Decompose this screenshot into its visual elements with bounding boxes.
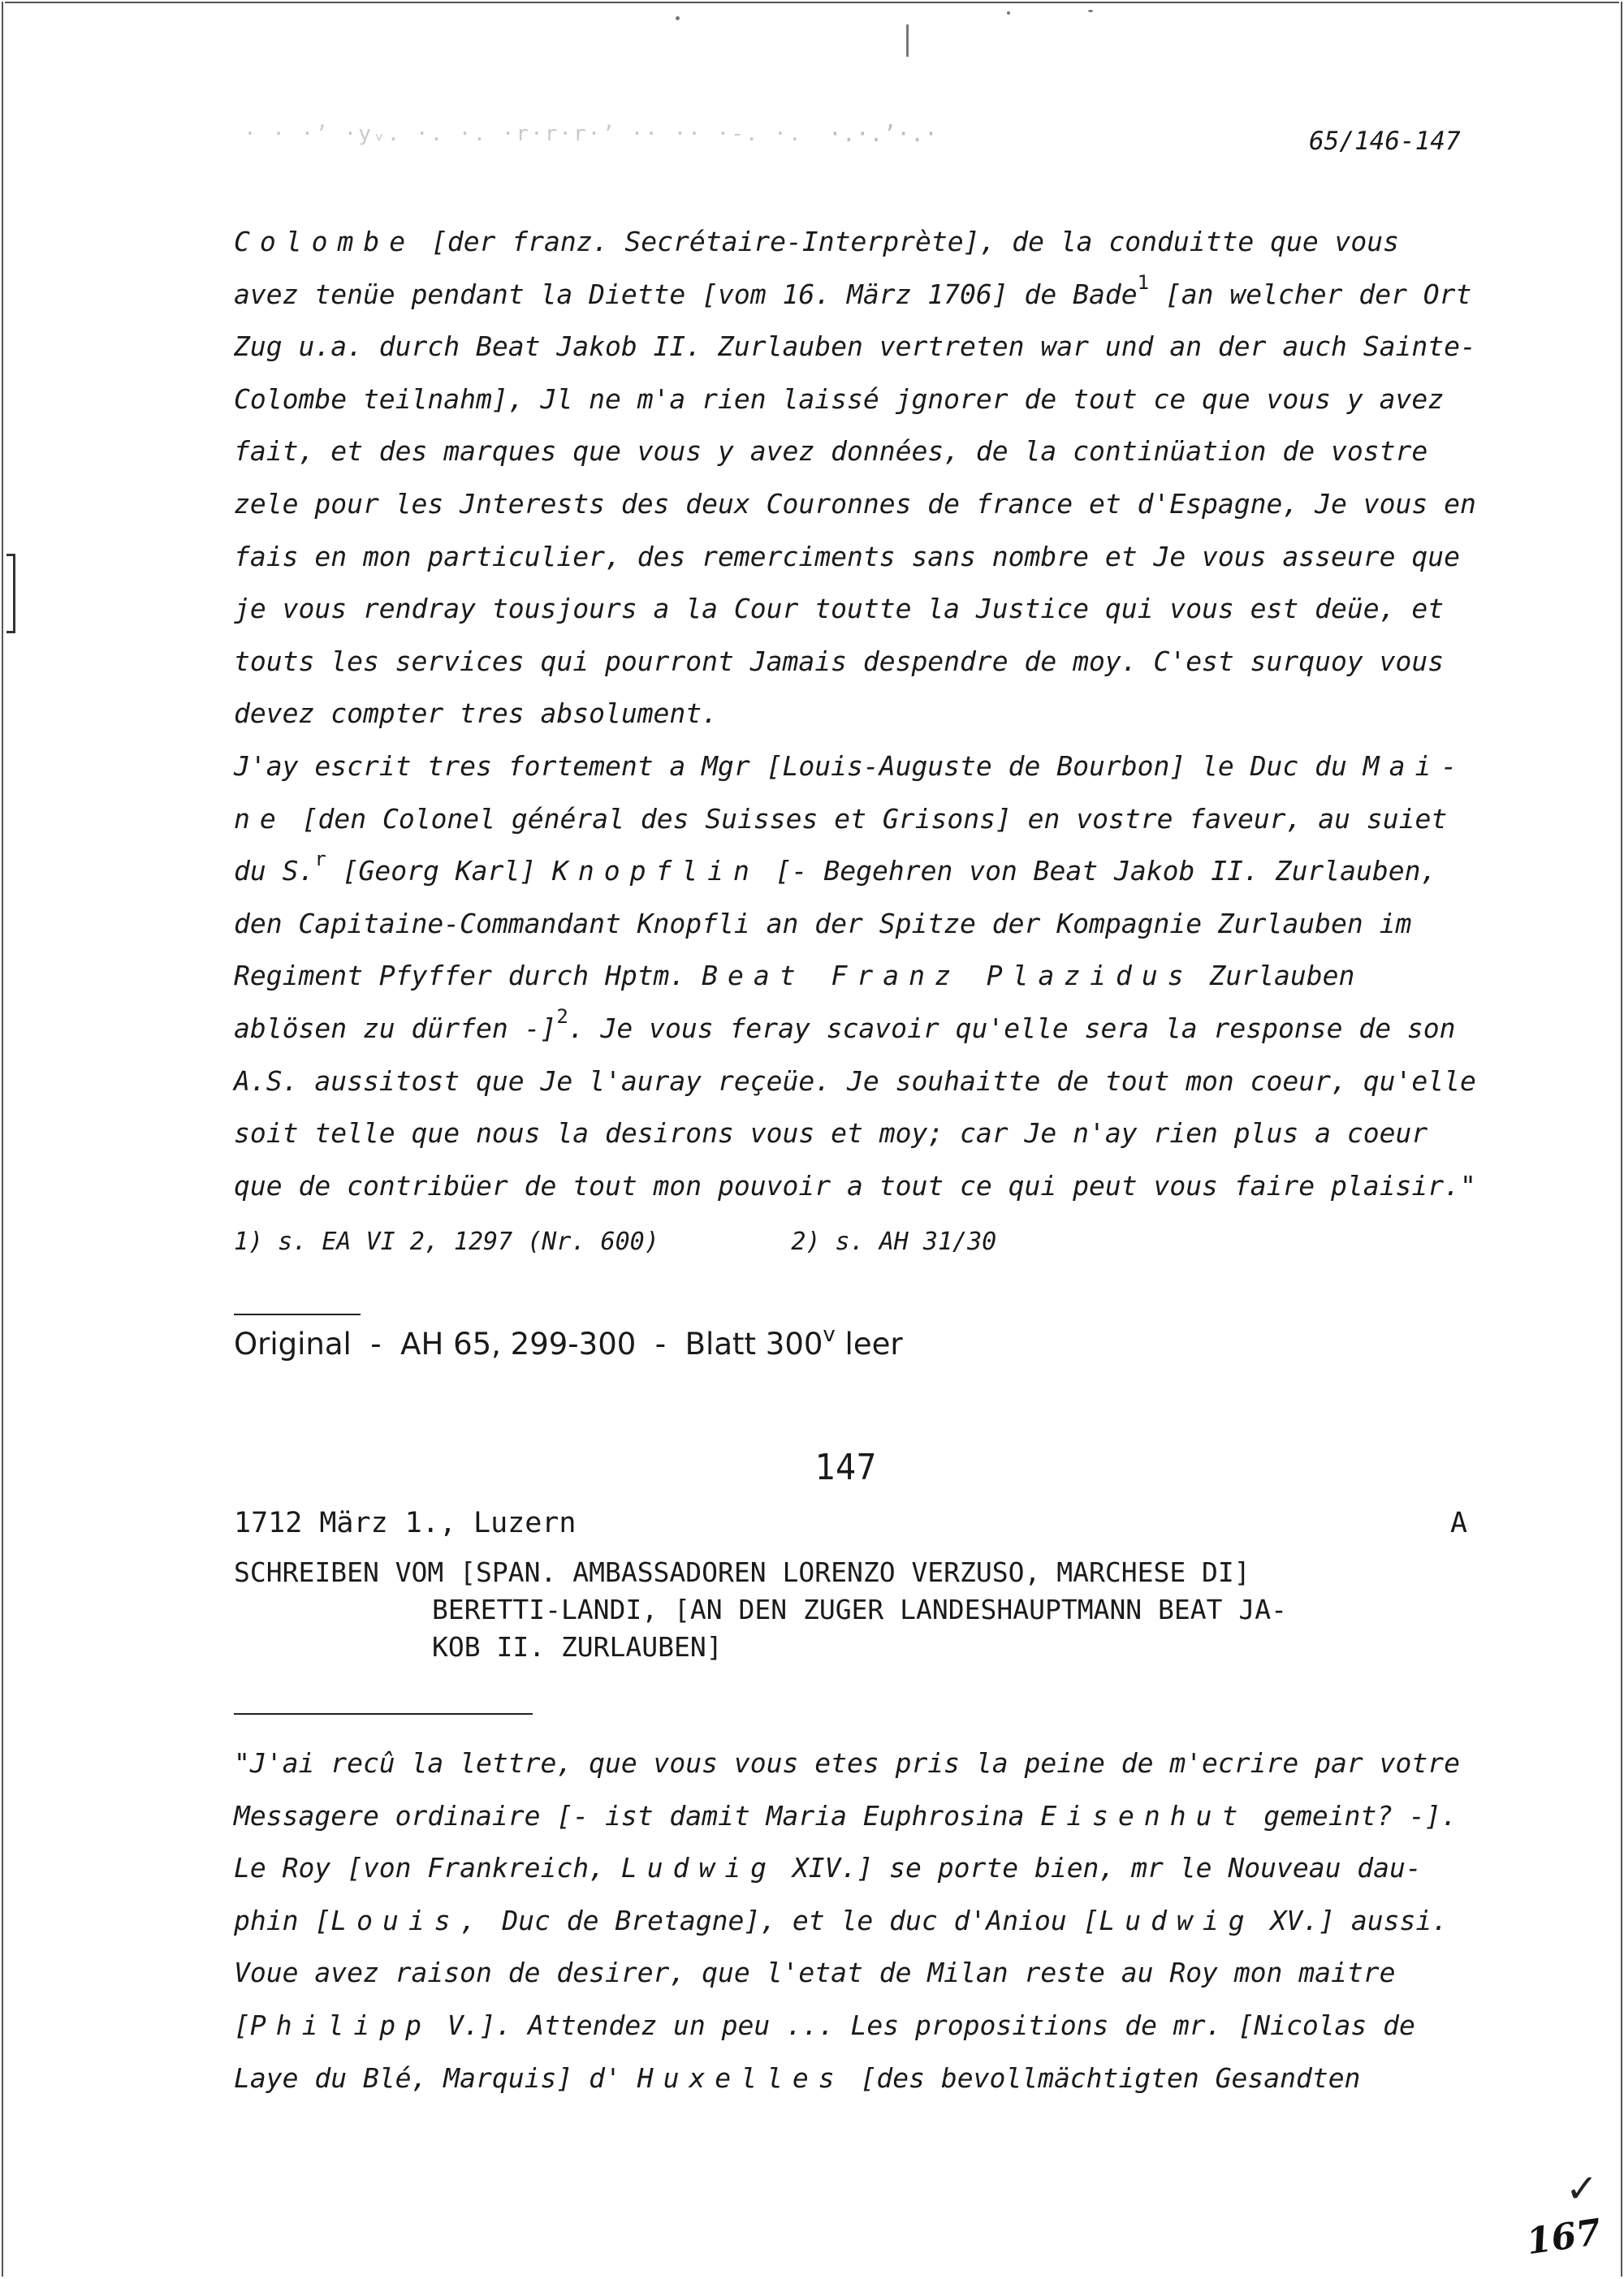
spaced-name: ne	[234, 802, 286, 835]
spaced-name: Louis,	[330, 1904, 486, 1936]
body-line: Colombe teilnahm], Jl ne m'a rien laissé jgnorer de tout ce que vous y avez	[234, 382, 1445, 415]
body-line: den Capitaine-Commandant Knopfli an der Spitze der Kompagnie Zurlauben im	[234, 907, 1412, 939]
body-line: devez compter tres absolument.	[234, 697, 719, 730]
body-line	[234, 950, 1517, 1003]
body-line: zele pour les Jnterests des deux Couronnes de france et d'Espagne, Je vous en	[234, 487, 1476, 520]
spaced-name: Mai-	[1363, 749, 1467, 782]
footnote-1: 1) s. EA VI 2, 1297 (Nr. 600)	[234, 1228, 659, 1256]
original-text: Original - AH 65, 299-300 - Blatt 300	[234, 1327, 823, 1362]
body-line: fais en mon particulier, des remerciments sans nombre et Je vous asseure que	[234, 540, 1460, 572]
entry-title-line: BERETTI-LANDI, [AN DEN ZUGER LANDESHAUPTMANN BEAT JA-	[432, 1594, 1287, 1625]
body-text: Regiment Pfyffer durch Hptm.	[234, 960, 686, 992]
entry-date-place: 1712 März 1., Luzern	[234, 1507, 577, 1539]
body-text: avez tenüe pendant la Diette [vom 16. März 1706] de Bade	[234, 278, 1138, 310]
body-text: phin [	[234, 1904, 331, 1936]
superscript-r: r	[314, 848, 326, 871]
footnote-divider	[234, 1314, 361, 1315]
scan-speck	[1007, 11, 1010, 15]
footnotes	[234, 1228, 996, 1256]
scan-border-top	[5, 2, 1619, 3]
body-text: Laye du Blé, Marquis] d'	[234, 2061, 621, 2094]
body-text: Messagere ordinaire [- ist damit Maria Euphrosina	[234, 1799, 1025, 1832]
letter-body-147	[234, 1737, 1566, 2104]
body-text: [an welcher der Ort	[1164, 278, 1472, 310]
original-tail: leer	[835, 1327, 903, 1362]
handwritten-check-mark: ✓	[1566, 2166, 1599, 2212]
body-line: je vous rendray tousjours a la Cour toutte la Justice qui vous est deüe, et	[234, 593, 1445, 625]
body-text: J'ay escrit tres fortement a Mgr [Louis-Auguste de Bourbon] le Duc du	[234, 749, 1347, 782]
body-line: A.S. aussitost que Je l'auray reçeüe. Je souhaitte de tout mon coeur, qu'elle	[234, 1064, 1476, 1097]
body-line	[234, 269, 1517, 322]
spaced-name: Knopflin	[551, 855, 759, 887]
verso-mark: v	[823, 1323, 836, 1347]
entry-title-line: SCHREIBEN VOM [SPAN. AMBASSADOREN LORENZO VERZUSO, MARCHESE DI]	[234, 1556, 1250, 1588]
body-line	[234, 216, 1517, 269]
spaced-name: Eisenhut	[1040, 1799, 1248, 1832]
body-line: que de contribüer de tout mon pouvoir a tout ce qui peut vous faire plaisir."	[234, 1169, 1476, 1202]
body-text: Duc de Bretagne], et le duc d'Aniou [	[502, 1904, 1099, 1936]
editorial-note: [der franz. Secrétaire-Interprète],	[430, 226, 996, 257]
body-line	[234, 1003, 1517, 1055]
scan-border-left	[2, 2, 3, 2277]
entry-number: 147	[815, 1447, 877, 1488]
entry-letter: A	[1450, 1507, 1468, 1539]
letter-body-continued	[234, 216, 1517, 1212]
body-text: V.]. Attendez un peu ... Les propositions de mr. [Nicolas de	[447, 2009, 1415, 2041]
body-line	[234, 1842, 1566, 1895]
faint-header-left: · · ·ʼ ·yᵥ. ·. ·. ·r·r·r·ʼ ·· ·· ·-. ·.	[244, 122, 803, 146]
body-line: fait, et des marques que vous y avez données, de la continüation de vostre	[234, 435, 1428, 468]
body-line: Zug u.a. durch Beat Jakob II. Zurlauben vertreten war und an der auch Sainte-	[234, 330, 1476, 363]
scan-border-right	[1621, 2, 1622, 2277]
body-text: [Georg Karl]	[342, 855, 537, 887]
scan-speck	[676, 16, 680, 20]
entry-title-line: KOB II. ZURLAUBEN]	[432, 1631, 723, 1663]
title-divider	[234, 1713, 533, 1715]
body-text: [	[234, 2009, 250, 2041]
body-line: touts les services qui pourront Jamais despendre de moy. C'est surquoy vous	[234, 645, 1445, 677]
spaced-name: Ludwig	[620, 1852, 777, 1884]
body-line	[234, 2052, 1566, 2105]
body-text: gemeint? -].	[1263, 1799, 1458, 1832]
body-line	[234, 2000, 1566, 2052]
scan-speck	[906, 24, 909, 57]
body-line: "J'ai recû la lettre, que vous vous etes pris la peine de m'ecrire par votre	[234, 1747, 1460, 1779]
body-line	[234, 1895, 1566, 1948]
footnote-ref: 2	[556, 1004, 568, 1028]
page-reference: 65/146-147	[1309, 127, 1461, 156]
body-text: de la conduitte que vous	[1012, 226, 1400, 257]
spaced-name: Colombe	[234, 226, 416, 257]
body-text: du S.	[234, 855, 315, 887]
spaced-name: Beat Franz Plazidus	[702, 960, 1194, 992]
body-text: [den Colonel général des Suisses et Grisons] en vostre faveur, au suiet	[301, 802, 1448, 835]
scan-speck	[1088, 10, 1093, 12]
body-line	[234, 793, 1517, 846]
body-text: [- Begehren von Beat Jakob II. Zurlauben,	[775, 855, 1437, 887]
body-line	[234, 845, 1517, 898]
body-text: Le Roy [von Frankreich,	[234, 1852, 605, 1884]
body-line	[234, 740, 1517, 793]
body-text: Zurlauben	[1209, 960, 1355, 992]
faint-header-mid: ·.·.ʼ·.·	[828, 120, 938, 147]
body-text: ablösen zu dürfen -]	[234, 1012, 557, 1044]
body-text: XIV.] se porte bien, mr le Nouveau dau-	[792, 1852, 1422, 1884]
spaced-name: Ludwig	[1099, 1904, 1255, 1936]
margin-bracket-mark	[6, 554, 15, 633]
footnote-2: 2) s. AH 31/30	[791, 1228, 997, 1256]
body-text: . Je vous feray scavoir qu'elle sera la response de son	[568, 1012, 1456, 1044]
body-text: [des bevollmächtigten Gesandten	[860, 2061, 1361, 2094]
body-line: Voue avez raison de desirer, que l'etat de Milan reste au Roy mon maitre	[234, 1957, 1396, 1989]
body-line: soit telle que nous la desirons vous et moy; car Je n'ay rien plus a coeur	[234, 1117, 1428, 1150]
handwritten-page-number: 167	[1523, 2211, 1604, 2264]
entry-title	[234, 1554, 1287, 1666]
spaced-name: Philipp	[249, 2009, 431, 2041]
body-line	[234, 1790, 1566, 1843]
body-text: XV.] aussi.	[1270, 1904, 1449, 1936]
original-source-line	[234, 1323, 903, 1362]
footnote-ref: 1	[1137, 270, 1150, 294]
spaced-name: Huxelles	[637, 2061, 844, 2094]
